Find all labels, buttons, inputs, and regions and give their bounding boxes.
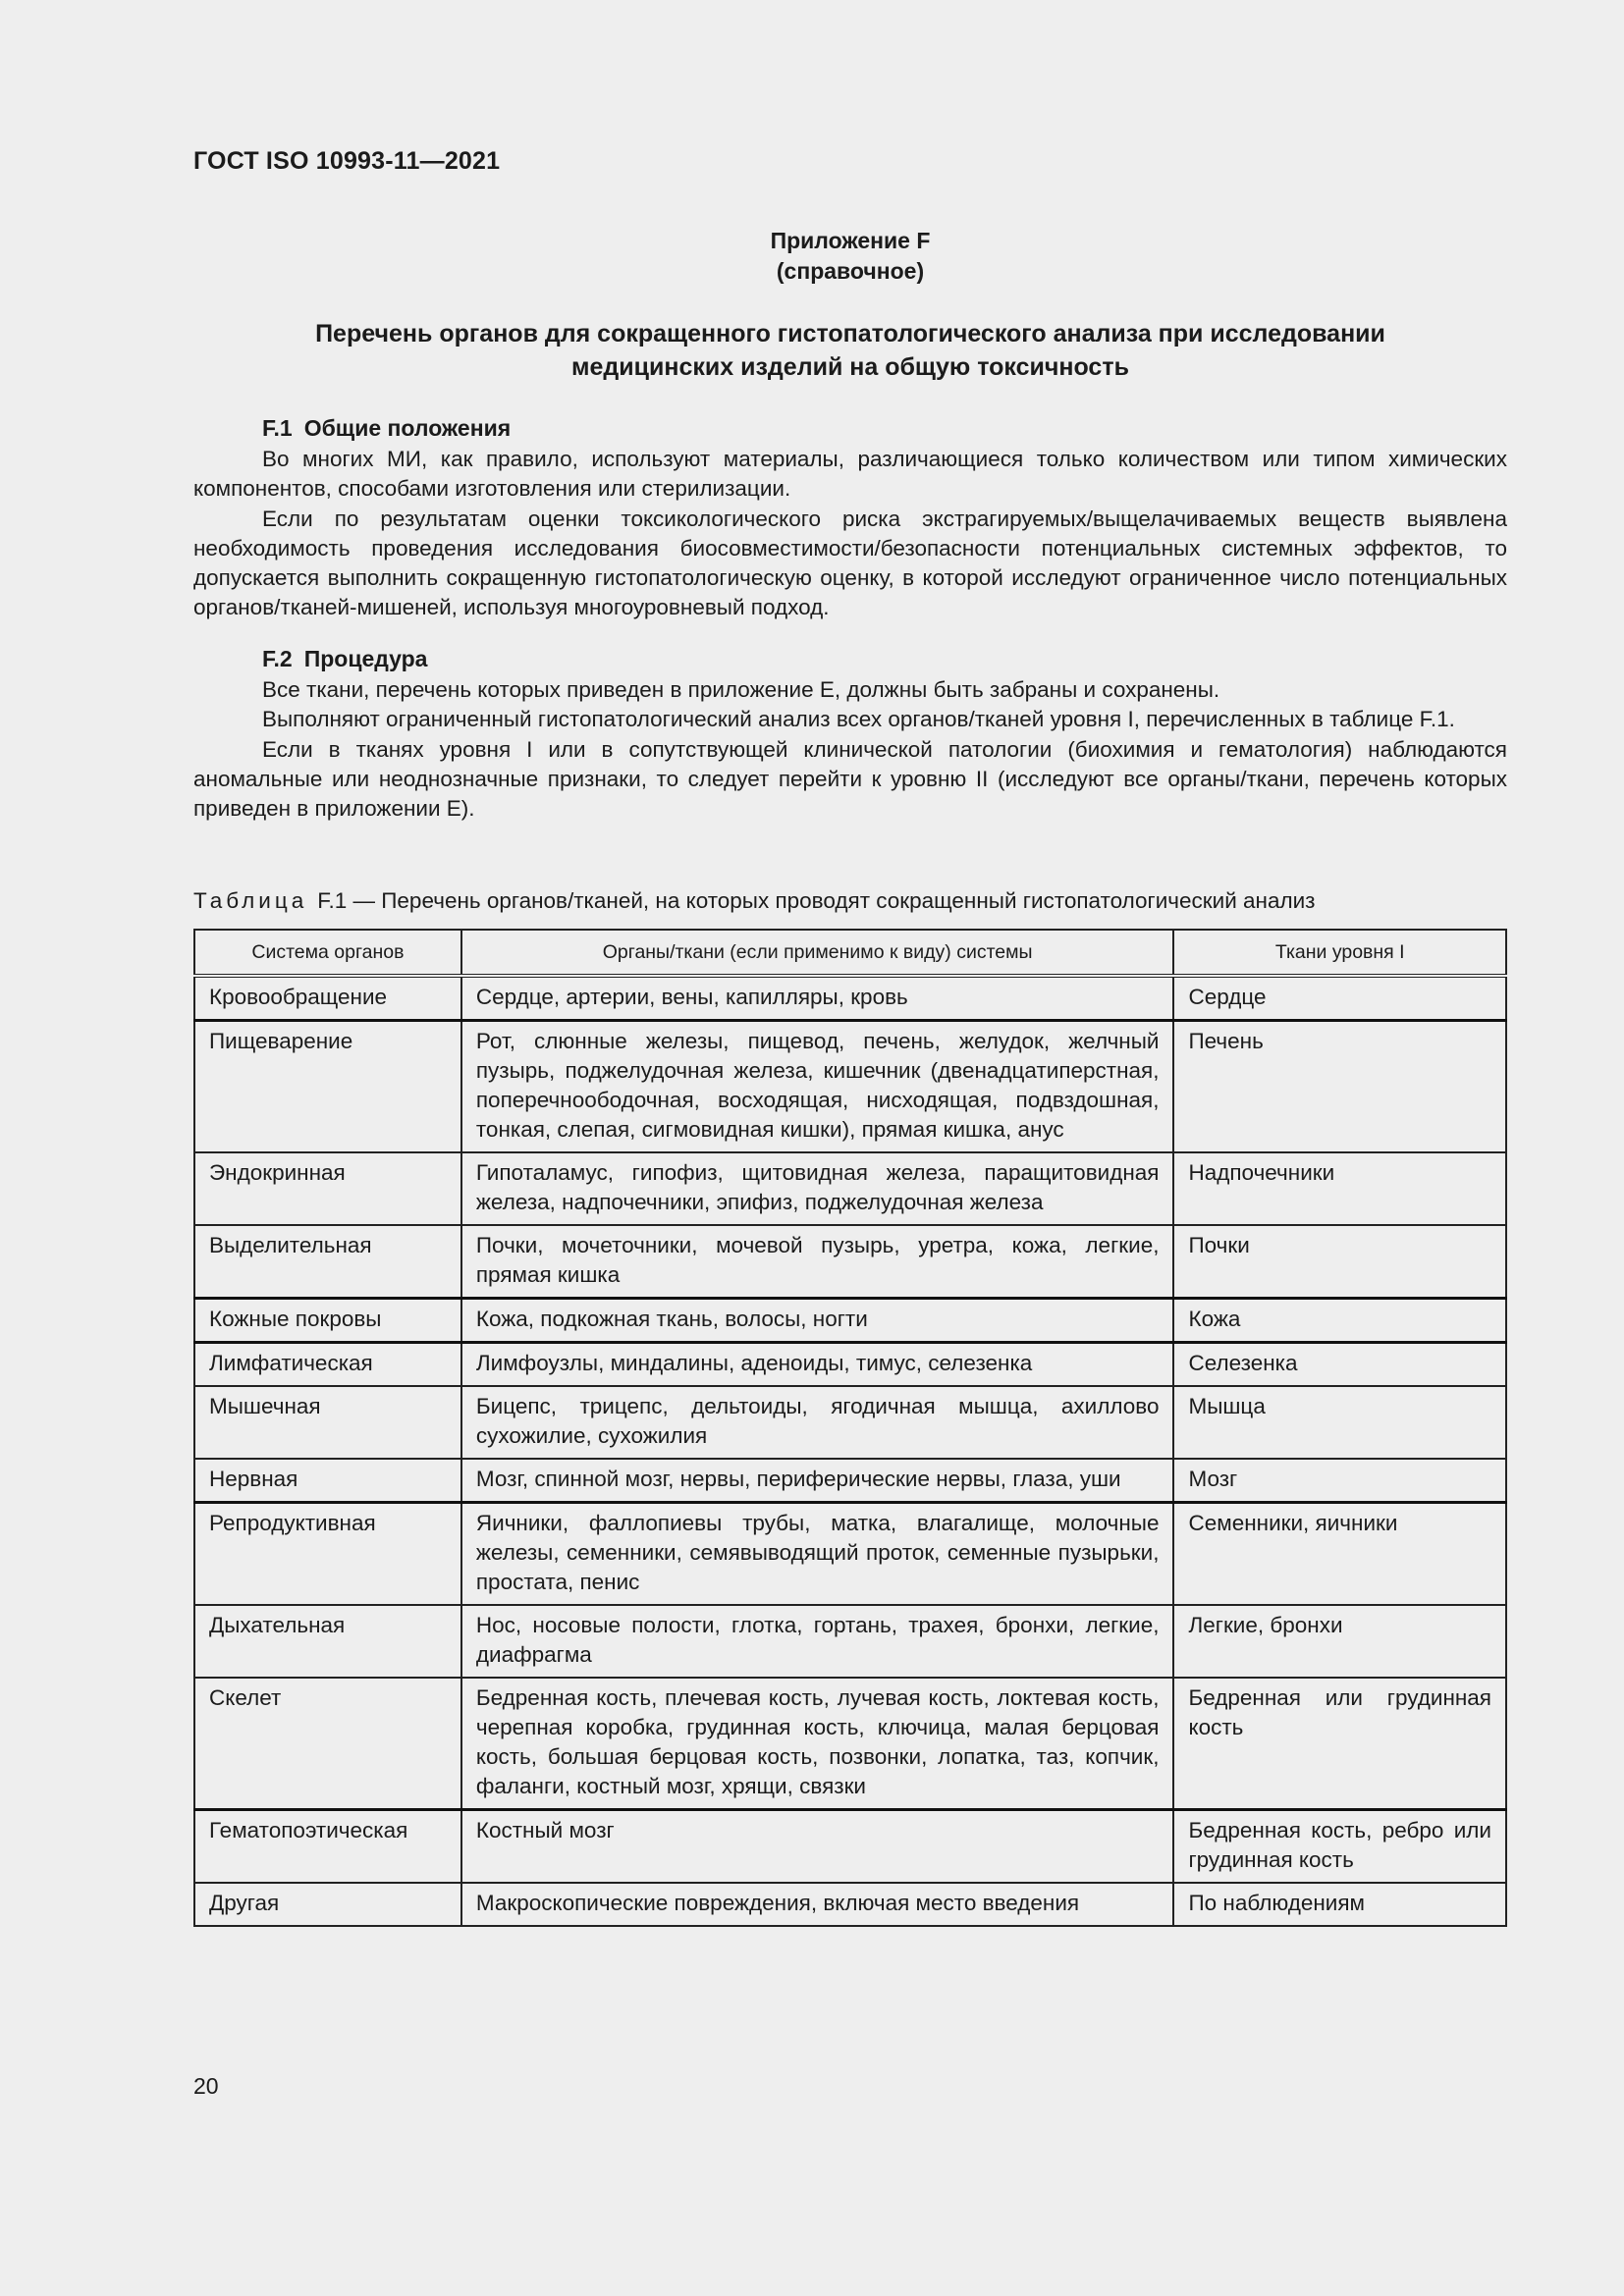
cell-level1: Сердце bbox=[1173, 976, 1506, 1021]
table-row bbox=[194, 1021, 1506, 1153]
paragraph: Если в тканях уровня I или в сопутствующей клинической патологии (биохимия и гематология) наблюдаются аномальные или неоднозначные признаки, то следует перейти к уровню II (исследуют все органы/ткани, перечень которых приведен в приложении Е). bbox=[193, 736, 1507, 822]
cell-organs: Макроскопические повреждения, включая место введения bbox=[461, 1883, 1174, 1926]
appendix-type: (справочное) bbox=[776, 258, 925, 284]
section-heading bbox=[262, 644, 1507, 673]
section-title: Общие положения bbox=[303, 415, 512, 441]
page-number: 20 bbox=[193, 2073, 219, 2099]
organs-table bbox=[193, 929, 1507, 1927]
table-row bbox=[194, 1605, 1506, 1678]
cell-level1: Мозг bbox=[1173, 1459, 1506, 1503]
paragraph: Во многих МИ, как правило, используют материалы, различающиеся только количеством или типом химических компонентов, способами изготовления или стерилизации. bbox=[193, 447, 1507, 502]
cell-organs: Бицепс, трицепс, дельтоиды, ягодичная мышца, ахиллово сухожилие, сухожилия bbox=[461, 1386, 1174, 1459]
cell-level1: Почки bbox=[1173, 1225, 1506, 1299]
cell-system: Скелет bbox=[194, 1678, 461, 1810]
section-general bbox=[193, 413, 1507, 623]
cell-organs: Рот, слюнные железы, пищевод, печень, желудок, желчный пузырь, поджелудочная железа, кишечник (двенадцатиперстная, поперечноободочная, восходящая, нисходящая, подвздошная, тонкая, слепая, сигмовидная кишки), прямая кишка, анус bbox=[461, 1021, 1174, 1153]
cell-system: Репродуктивная bbox=[194, 1503, 461, 1606]
section-procedure bbox=[193, 644, 1507, 824]
cell-system: Пищеварение bbox=[194, 1021, 461, 1153]
cell-system: Дыхательная bbox=[194, 1605, 461, 1678]
cell-organs: Лимфоузлы, миндалины, аденоиды, тимус, селезенка bbox=[461, 1343, 1174, 1387]
column-header-level1: Ткани уровня I bbox=[1173, 930, 1506, 976]
cell-organs: Гипоталамус, гипофиз, щитовидная железа, паращитовидная железа, надпочечники, эпифиз, поджелудочная железа bbox=[461, 1152, 1174, 1225]
cell-organs: Мозг, спинной мозг, нервы, периферические нервы, глаза, уши bbox=[461, 1459, 1174, 1503]
cell-level1: По наблюдениям bbox=[1173, 1883, 1506, 1926]
cell-level1: Мышца bbox=[1173, 1386, 1506, 1459]
document-code: ГОСТ ISO 10993-11—2021 bbox=[193, 147, 501, 175]
cell-level1: Надпочечники bbox=[1173, 1152, 1506, 1225]
table-row bbox=[194, 1299, 1506, 1343]
cell-system: Нервная bbox=[194, 1459, 461, 1503]
table-row bbox=[194, 1883, 1506, 1926]
paragraph: Если по результатам оценки токсикологического риска экстрагируемых/выщелачиваемых веществ выявлена необходимость проведения исследования биосовместимости/безопасности потенциальных системных эффектов, то допускается выполнить сокращенную гистопатологическую оценку, в которой исследуют ограниченное число потенциальных органов/тканей-мишеней, используя многоуровневый подход. bbox=[193, 506, 1507, 620]
cell-level1: Селезенка bbox=[1173, 1343, 1506, 1387]
cell-system: Выделительная bbox=[194, 1225, 461, 1299]
table-row bbox=[194, 1678, 1506, 1810]
cell-system: Кровообращение bbox=[194, 976, 461, 1021]
cell-level1: Бедренная или грудинная кость bbox=[1173, 1678, 1506, 1810]
cell-system: Мышечная bbox=[194, 1386, 461, 1459]
cell-level1: Семенники, яичники bbox=[1173, 1503, 1506, 1606]
title-line-1: Перечень органов для сокращенного гистопатологического анализа при исследовании bbox=[315, 320, 1385, 347]
cell-organs: Бедренная кость, плечевая кость, лучевая кость, локтевая кость, черепная коробка, грудинная кость, ключица, малая берцовая кость, большая берцовая кость, позвонки, лопатка, таз, копчик, фаланги, костный мозг, хрящи, связки bbox=[461, 1678, 1174, 1810]
table-header-row bbox=[194, 930, 1506, 976]
table-row bbox=[194, 1343, 1506, 1387]
table-row bbox=[194, 1810, 1506, 1884]
cell-system: Гематопоэтическая bbox=[194, 1810, 461, 1884]
appendix-heading bbox=[193, 226, 1507, 287]
table-row bbox=[194, 1503, 1506, 1606]
column-header-system: Система органов bbox=[194, 930, 461, 976]
cell-organs: Костный мозг bbox=[461, 1810, 1174, 1884]
cell-system: Лимфатическая bbox=[194, 1343, 461, 1387]
table-caption-text: F.1 — Перечень органов/тканей, на которых проводят сокращенный гистопатологический анализ bbox=[317, 888, 1316, 913]
section-number: F.2 bbox=[262, 646, 293, 671]
section-heading bbox=[262, 413, 1507, 443]
cell-level1: Легкие, бронхи bbox=[1173, 1605, 1506, 1678]
cell-organs: Сердце, артерии, вены, капилляры, кровь bbox=[461, 976, 1174, 1021]
paragraph: Выполняют ограниченный гистопатологический анализ всех органов/тканей уровня I, перечисленных в таблице F.1. bbox=[262, 707, 1455, 732]
section-number: F.1 bbox=[262, 415, 293, 441]
cell-organs: Кожа, подкожная ткань, волосы, ногти bbox=[461, 1299, 1174, 1343]
cell-level1: Печень bbox=[1173, 1021, 1506, 1153]
table-row bbox=[194, 1459, 1506, 1503]
appendix-label: Приложение F bbox=[770, 228, 931, 253]
cell-organs: Почки, мочеточники, мочевой пузырь, уретра, кожа, легкие, прямая кишка bbox=[461, 1225, 1174, 1299]
table-row bbox=[194, 1152, 1506, 1225]
table-caption bbox=[193, 886, 1316, 916]
column-header-organs: Органы/ткани (если применимо к виду) системы bbox=[461, 930, 1174, 976]
paragraph: Все ткани, перечень которых приведен в приложение Е, должны быть забраны и сохранены. bbox=[262, 677, 1220, 702]
cell-organs: Яичники, фаллопиевы трубы, матка, влагалище, молочные железы, семенники, семявыводящий проток, семенные пузырьки, простата, пенис bbox=[461, 1503, 1174, 1606]
table-row bbox=[194, 1225, 1506, 1299]
page-title bbox=[193, 317, 1507, 384]
table-caption-word: Таблица bbox=[193, 888, 308, 913]
cell-level1: Кожа bbox=[1173, 1299, 1506, 1343]
cell-level1: Бедренная кость, ребро или грудинная кость bbox=[1173, 1810, 1506, 1884]
table-row bbox=[194, 976, 1506, 1021]
table-row bbox=[194, 1386, 1506, 1459]
cell-organs: Нос, носовые полости, глотка, гортань, трахея, бронхи, легкие, диафрагма bbox=[461, 1605, 1174, 1678]
title-line-2: медицинских изделий на общую токсичность bbox=[571, 353, 1129, 381]
cell-system: Другая bbox=[194, 1883, 461, 1926]
cell-system: Кожные покровы bbox=[194, 1299, 461, 1343]
cell-system: Эндокринная bbox=[194, 1152, 461, 1225]
section-title: Процедура bbox=[303, 646, 428, 671]
